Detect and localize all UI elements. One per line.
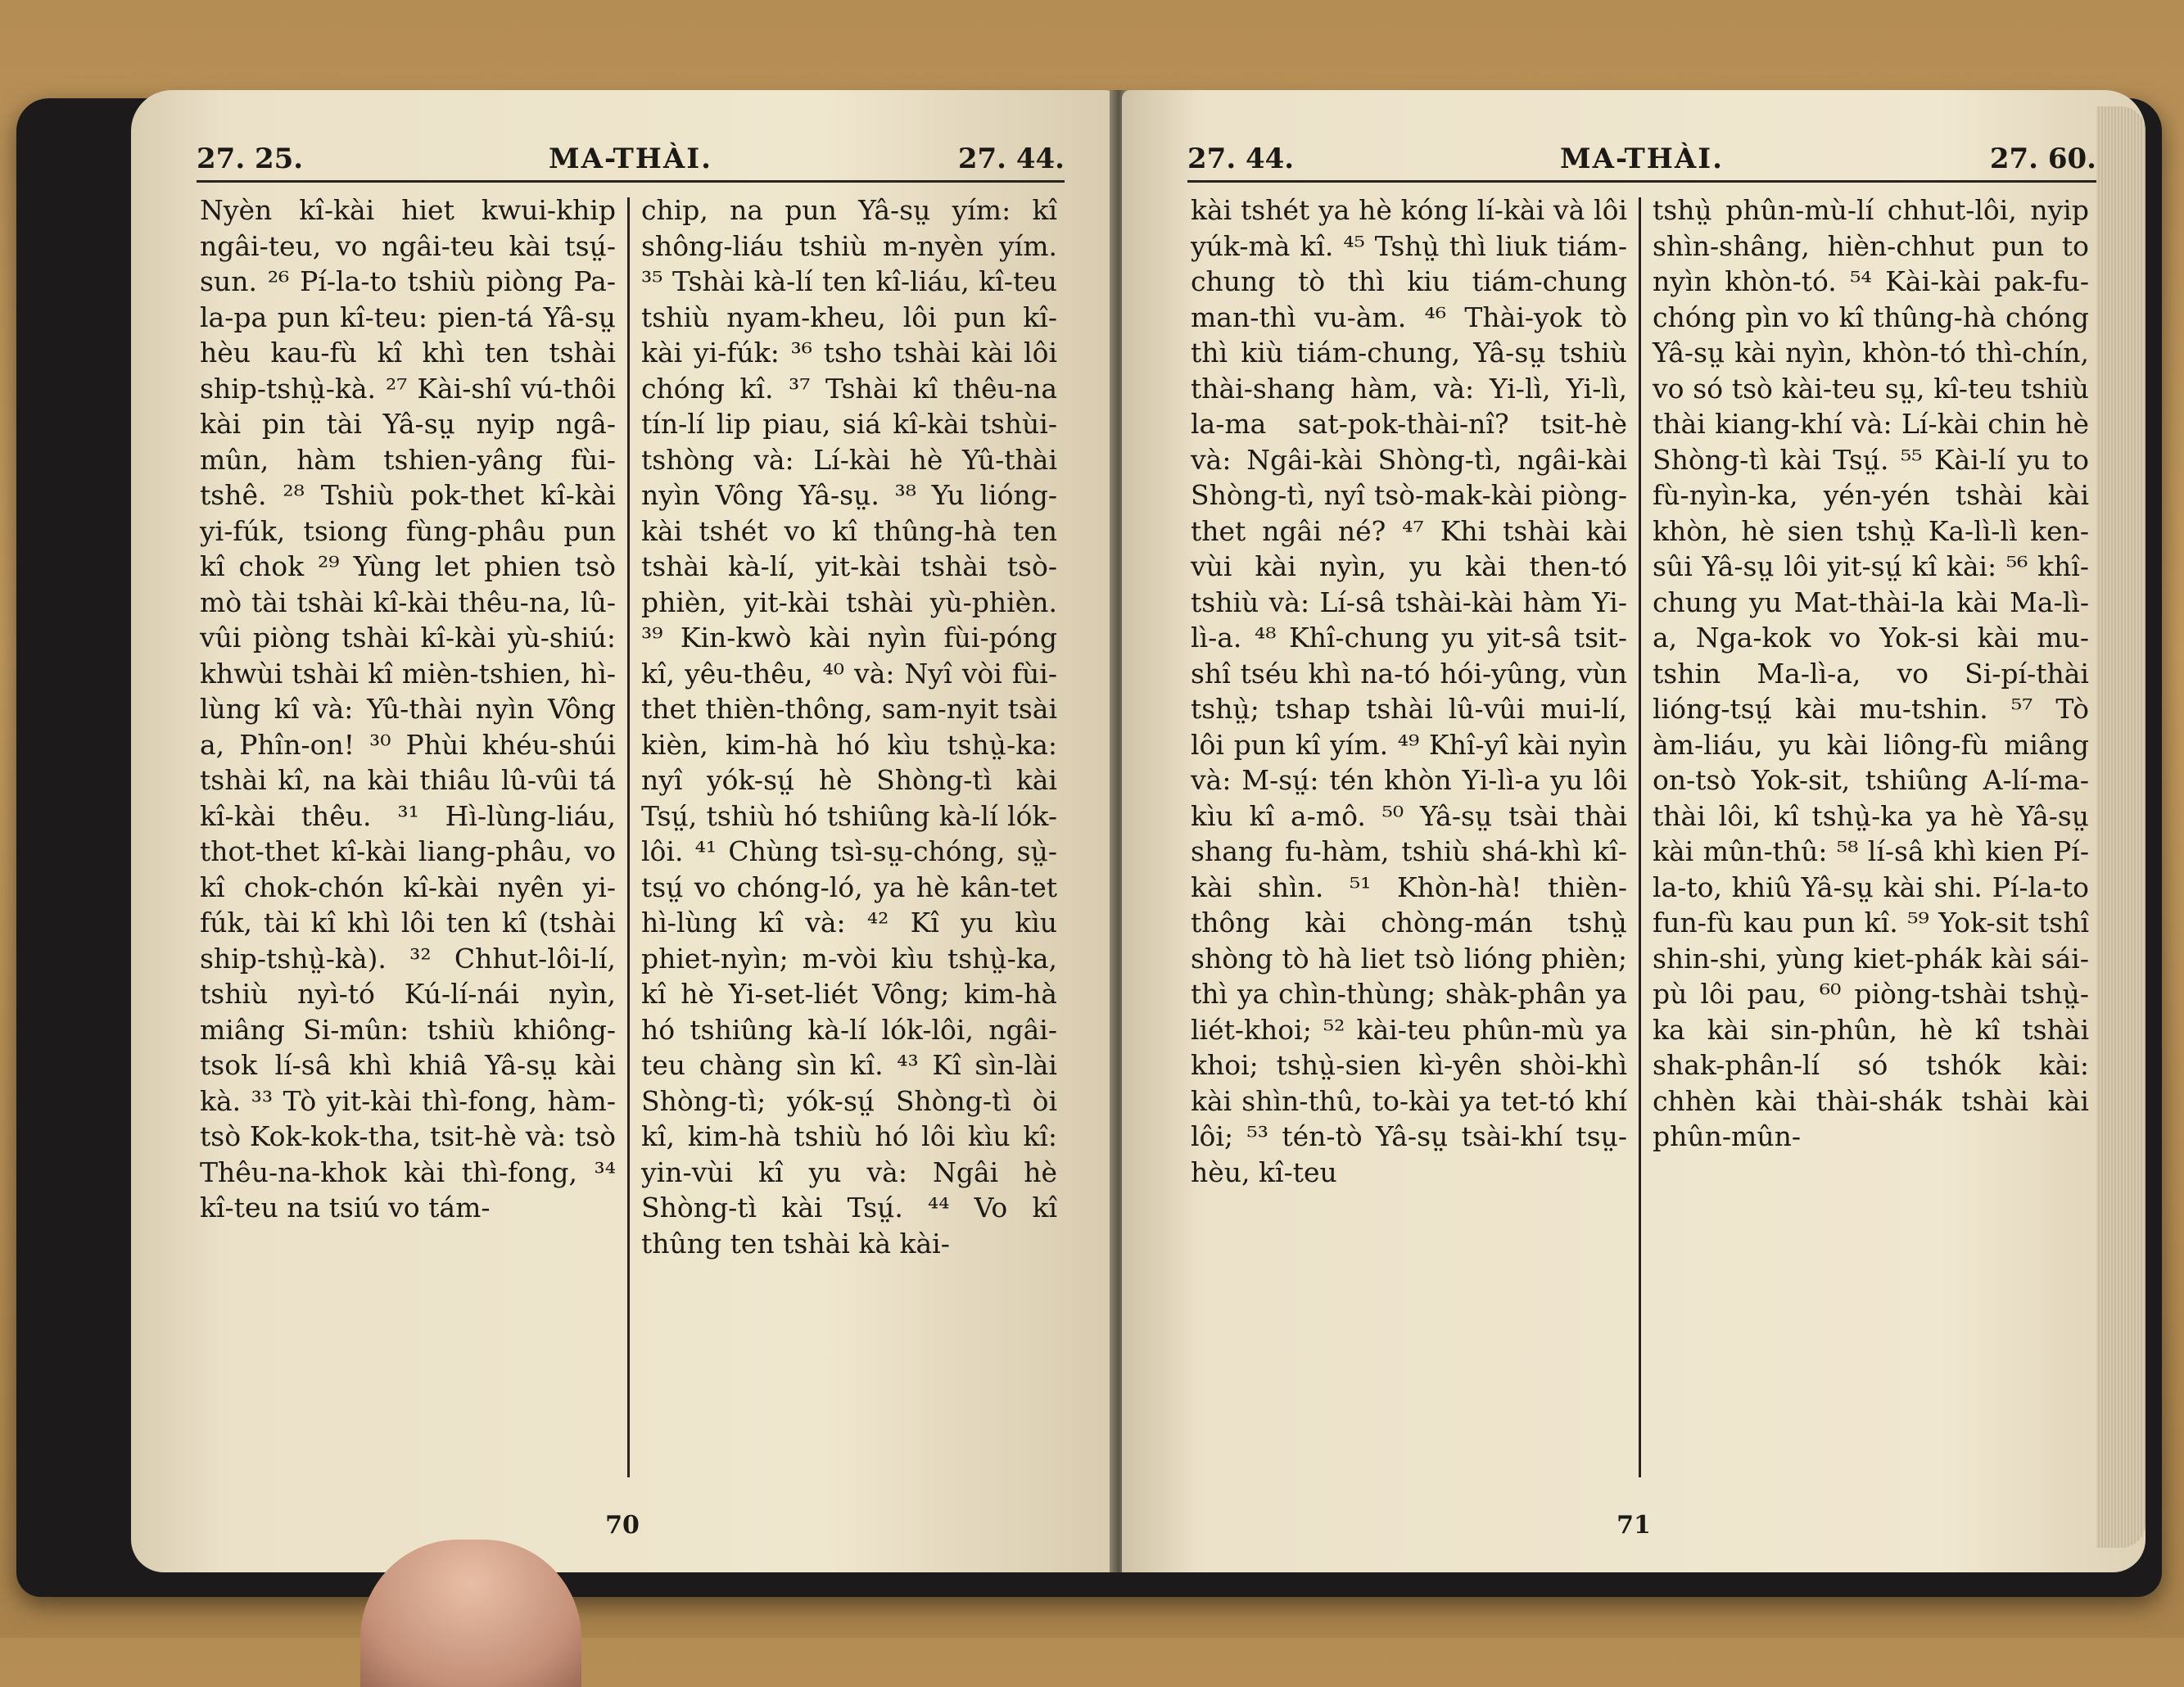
chapter-verse-start: 27. 44. [1187, 142, 1295, 175]
right-page [1122, 90, 2146, 1572]
column-text: Nyèn kî-kài hiet kwui-khip ngâi-teu, vo ngâi-teu kài tsṳ́-sun. ²⁶ Pí-la-to tshiù piòng Pa-la-pa pun kî-teu: pien-tá Yâ-sṳ hèu kau-fù kî khì ten tshài ship-tshṳ̀-kà. ²⁷ Kài-shî vú-thôi kài pin tài Yâ-sṳ nyip ngâ-mûn, hàm tshien-yâng fùi-tshê. ²⁸ Tshiù pok-thet kî-kài yi-fúk, tsiong fùng-phâu pun kî chok ²⁹ Yùng let phien tsò mò tài tshài kî-kài thêu-na, lû-vûi piòng tshài kî-kài yù-shiú: khwùi tshài kî mièn-tshien, hì-lùng kî và: Yû-thài nyìn Vông a, Phîn-on! ³⁰ Phùi khéu-shúi tshài kî, na kài thiâu lû-vûi tá kî-kài thêu. ³¹ Hì-lùng-liáu, thot-thet kî-kài liang-phâu, vo kî chok-chón kî-kài nyên yi-fúk, tài kî khì lôi ten kî (tshài ship-tshṳ̀-kà). ³² Chhut-lôi-lí, tshiù nyì-tó Kú-lí-nái nyìn, miâng Si-mûn: tshiù khiông-tsok lí-sâ khì khiâ Yâ-sṳ kài kà. ³³ Tò yit-kài thì-fong, hàm-tsò Kok-kok-tha, tsit-hè và: tsò Thêu-na-khok kài thì-fong, ³⁴ kî-teu na tsiú vo tám- [200, 194, 616, 1223]
text-column-2 [1641, 192, 2100, 1482]
running-header-right-page [1187, 123, 2096, 183]
book-title: MA-THÀI. [548, 142, 713, 175]
column-text: tshṳ̀ phûn-mù-lí chhut-lôi, nyip shìn-shâng, hièn-chhut pun to nyìn khòn-tó. ⁵⁴ Kài-kài pak-fu-chóng pìn vo kî thûng-hà chóng Yâ-sṳ kài nyìn, khòn-tó thì-chín, vo só tsò kài-teu sṳ, kî-teu tshiù thài kiang-khí và: Lí-kài chin hè Shòng-tì kài Tsṳ́. ⁵⁵ Kài-lí yu to fù-nyìn-ka, yén-yén tshài kài khòn, hè sien tshṳ̀ Ka-lì-lì ken-sûi Yâ-sṳ lôi yit-sṳ́ kî kài: ⁵⁶ khî-chung yu Mat-thài-la kài Ma-lì-a, Nga-kok vo Yok-si kài mu-tshin Ma-lì-a, vo Si-pí-thài lióng-tsṳ́ kài mu-tshin. ⁵⁷ Tò àm-liáu, yu kài liông-fù miâng on-tsò Yok-sit, tshiûng A-lí-ma-thài lôi, kî tshṳ̀-ka ya hè Yâ-sṳ kài mûn-thû: ⁵⁸ lí-sâ khì kien Pí-la-to, khiû Yâ-sṳ kài shi. Pí-la-to fun-fù kau pun kî. ⁵⁹ Yok-sit tshî shin-shi, yùng kiet-phák kài sái-pù lôi pau, ⁶⁰ piòng-tshài tshṳ̀-ka kài sin-phûn, hè kî tshài shak-phân-lí só tshók kài: chhèn kài thài-shák tshài kài phûn-mûn- [1653, 194, 2089, 1152]
page-number: 71 [1617, 1511, 1651, 1540]
running-header-left-page [197, 123, 1065, 183]
text-columns [188, 192, 1069, 1482]
text-column-1 [188, 192, 627, 1482]
page-number: 70 [605, 1511, 640, 1540]
left-page [131, 90, 1114, 1572]
chapter-verse-end: 27. 60. [1989, 142, 2096, 175]
text-column-1 [1179, 192, 1639, 1482]
chapter-verse-end: 27. 44. [957, 142, 1065, 175]
text-columns [1179, 192, 2100, 1482]
column-text: chip, na pun Yâ-sṳ yím: kî shông-liáu tshiù m-nyèn yím. ³⁵ Tshài kà-lí ten kî-liáu, kî-teu tshiù nyam-kheu, lôi pun kî-kài yi-fúk: ³⁶ tsho tshài kài lôi chóng kî. ³⁷ Tshài kî thêu-na tín-lí lip piau, siá kî-kài tshùi-tshòng và: Lí-kài hè Yû-thài nyìn Vông Yâ-sṳ. ³⁸ Yu lióng-kài tshét vo kî thûng-hà ten tshài kà-lí, yit-kài tshài tsò-phièn, yit-kài tshài yù-phièn. ³⁹ Kin-kwò kài nyìn fùi-póng kî, yêu-thêu, ⁴⁰ và: Nyî vòi fùi-thet thièn-thông, sam-nyit tsài kièn, kim-hà hó kìu tshṳ̀-ka: nyî yók-sṳ́ hè Shòng-tì kài Tsṳ́, tshiù hó tshiûng kà-lí lók-lôi. ⁴¹ Chùng tsì-sṳ-chóng, sṳ̀-tsṳ́ vo chóng-ló, ya hè kân-tet hì-lùng kî và: ⁴² Kî yu kìu phiet-nyìn; m-vòi kìu tshṳ̀-ka, kî hè Yi-set-liét Vông; kim-hà hó tshiûng kà-lí lók-lôi, ngâi-teu chàng sìn kî. ⁴³ Kî sìn-lài Shòng-tì; yók-sṳ́ Shòng-tì òi kî, kim-hà tshiù hó lôi kìu kî: yin-vùi kî yu và: Ngâi hè Shòng-tì kài Tsṳ́. ⁴⁴ Vo kî thûng ten tshài kà kài- [641, 194, 1057, 1260]
book-title: MA-THÀI. [1559, 142, 1725, 175]
chapter-verse-start: 27. 25. [197, 142, 304, 175]
column-text: kài tshét ya hè kóng lí-kài và lôi yúk-mà kî. ⁴⁵ Tshṳ̀ thì liuk tiám-chung tò thì kiu tiám-chung man-thì vu-àm. ⁴⁶ Thài-yok tò thì kiù tiám-chung, Yâ-sṳ tshiù thài-shang hàm, và: Yi-lì, Yi-lì, la-ma sat-pok-thài-nî? tsit-hè và: Ngâi-kài Shòng-tì, ngâi-kài Shòng-tì, nyî tsò-mak-kài piòng-thet ngâi né? ⁴⁷ Khi tshài kài vùi kài nyìn, yu kài then-tó tshiù và: Lí-sâ tshài-kài hàm Yi-lì-a. ⁴⁸ Khî-chung yu yit-sâ tsit-shî tséu khì na-tó hói-yûng, vùn tshṳ̀; tshap tshài lû-vûi mui-lí, lôi pun kî yím. ⁴⁹ Khî-yî kài nyìn và: M-sṳ́: tén khòn Yi-lì-a yu lôi kìu kî a-mô. ⁵⁰ Yâ-sṳ tsài thài shang fu-hàm, tshiù shá-khì kî-kài shìn. ⁵¹ Khòn-hà! thièn-thông kài chòng-mán tshṳ̀ shòng tò hà liet tsò lióng phièn; thì ya chìn-thùng; shàk-phân ya liét-khoi; ⁵² kài-teu phûn-mù ya khoi; tshṳ̀-sien kì-yên shòi-khì kài shìn-thû, to-kài ya tet-tó khí lôi; ⁵³ tén-tò Yâ-sṳ tsài-khí tsṳ-hèu, kî-teu [1191, 194, 1627, 1188]
text-column-2 [630, 192, 1069, 1482]
page-edges [2096, 106, 2146, 1548]
